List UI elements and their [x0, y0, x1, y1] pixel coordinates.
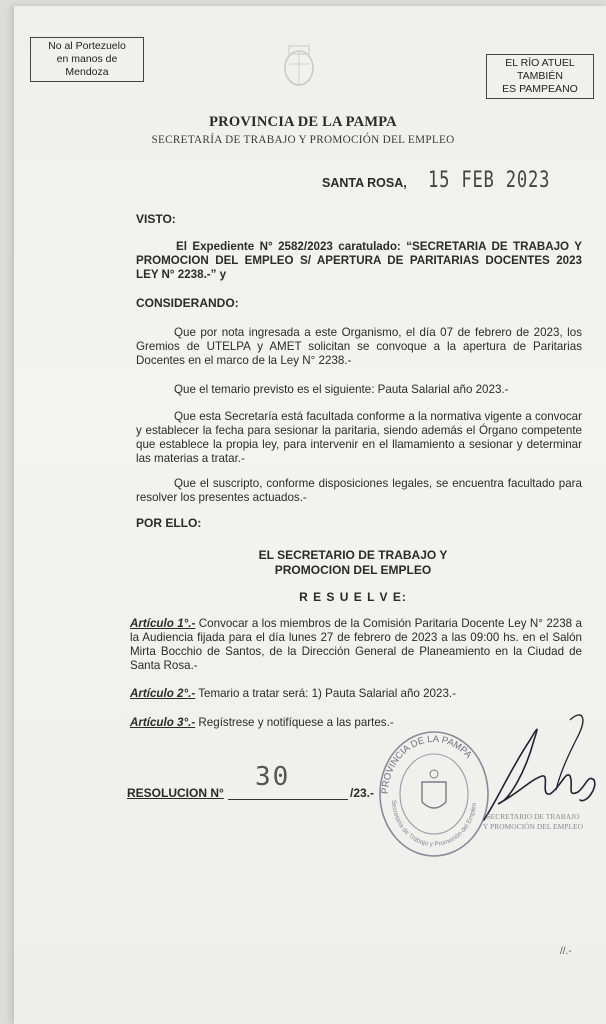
article-2 [130, 687, 582, 701]
date-stamp: 15 FEB 2023 [428, 168, 551, 193]
signature-block [478, 812, 588, 832]
stamp-right-line2: ES PAMPEANO [502, 83, 578, 95]
visto-label: VISTO: [136, 212, 176, 226]
resolution-label: RESOLUCION N° [127, 786, 224, 800]
article-2-text: Temario a tratar será: 1) Pauta Salarial año 2023.- [198, 687, 456, 700]
authority-line1: EL SECRETARIO DE TRABAJO Y [258, 548, 448, 562]
date-place: SANTA ROSA, [322, 176, 407, 190]
article-3-text: Regístrese y notifíquese a las partes.- [198, 716, 394, 729]
stamp-left [30, 37, 144, 82]
secretariat-subtitle: SECRETARÍA DE TRABAJO Y PROMOCIÓN DEL EMPLEO [151, 134, 455, 146]
document-page [14, 6, 606, 1024]
coat-of-arms-icon [277, 40, 321, 92]
considerando-paragraph-4: Que el suscripto, conforme disposiciones legales, se encuentra facultado para resolver los presentes actuados.- [136, 477, 582, 504]
article-1 [130, 617, 582, 673]
article-2-label: Artículo 2°.- [130, 687, 196, 700]
resolution-suffix: /23.- [350, 786, 375, 800]
signature-block-line2: Y PROMOCIÓN DEL EMPLEO [482, 822, 584, 831]
article-1-label: Artículo 1°.- [130, 617, 196, 630]
stamp-right-line1: EL RÍO ATUEL TAMBIÉN [505, 57, 575, 82]
por-ello-label: POR ELLO: [136, 516, 202, 530]
province-title: PROVINCIA DE LA PAMPA [209, 114, 397, 130]
considerando-paragraph-3: Que esta Secretaría está facultada conforme a la normativa vigente a convocar y establecer la fecha para sesionar la paritaria, siendo además el Órgano competente que establece la propia ley, para intervenir en el llamamiento a sesionar y determinar las materias a tratar.- [136, 410, 582, 465]
signature-block-line1: SECRETARIO DE TRABAJO [486, 812, 580, 821]
article-1-text: Convocar a los miembros de la Comisión Paritaria Docente Ley N° 2238 a la Audiencia fijada para el día lunes 27 de febrero de 2023 a las 09:00 hs. en el Salón Mirta Bocchio de Santos, de la Dirección General de Planeamiento en la Ciudad de Santa Rosa.- [130, 617, 582, 672]
footer-mark: //.- [560, 946, 572, 957]
considerando-paragraph-2: Que el temario previsto es el siguiente: Pauta Salarial año 2023.- [174, 383, 509, 396]
article-3-label: Artículo 3°.- [130, 716, 196, 729]
resolution-number: 30 [255, 762, 291, 792]
considerando-label: CONSIDERANDO: [136, 296, 239, 310]
authority-line2: PROMOCION DEL EMPLEO [274, 563, 432, 577]
seal-shield-icon [422, 782, 446, 808]
visto-text: El Expediente N° 2582/2023 caratulado: “SECRETARIA DE TRABAJO Y PROMOCION DEL EMPLEO S/ APERTURA DE PARITARIAS DOCENTES 2023 LEY N° 2238.-” y [136, 240, 582, 281]
resuelve-label: R E S U E L V E: [299, 590, 407, 604]
resolution-underline [228, 799, 348, 800]
considerando-paragraph-1: Que por nota ingresada a este Organismo, el día 07 de febrero de 2023, los Gremios de UTELPA y AMET solicitan se convoque a la apertura de Paritarias Docentes en el marco de la Ley N° 2238.- [136, 326, 582, 367]
stamp-right [486, 54, 594, 99]
stamp-left-line2: en manos de Mendoza [56, 53, 118, 78]
seal-inner-text: Secretaría de Trabajo y Promoción del Empleo [389, 799, 478, 849]
stamp-left-line1: No al Portezuelo [48, 40, 126, 52]
signature [470, 700, 600, 830]
seal-outer-text: PROVINCIA DE LA PAMPA [379, 733, 474, 795]
